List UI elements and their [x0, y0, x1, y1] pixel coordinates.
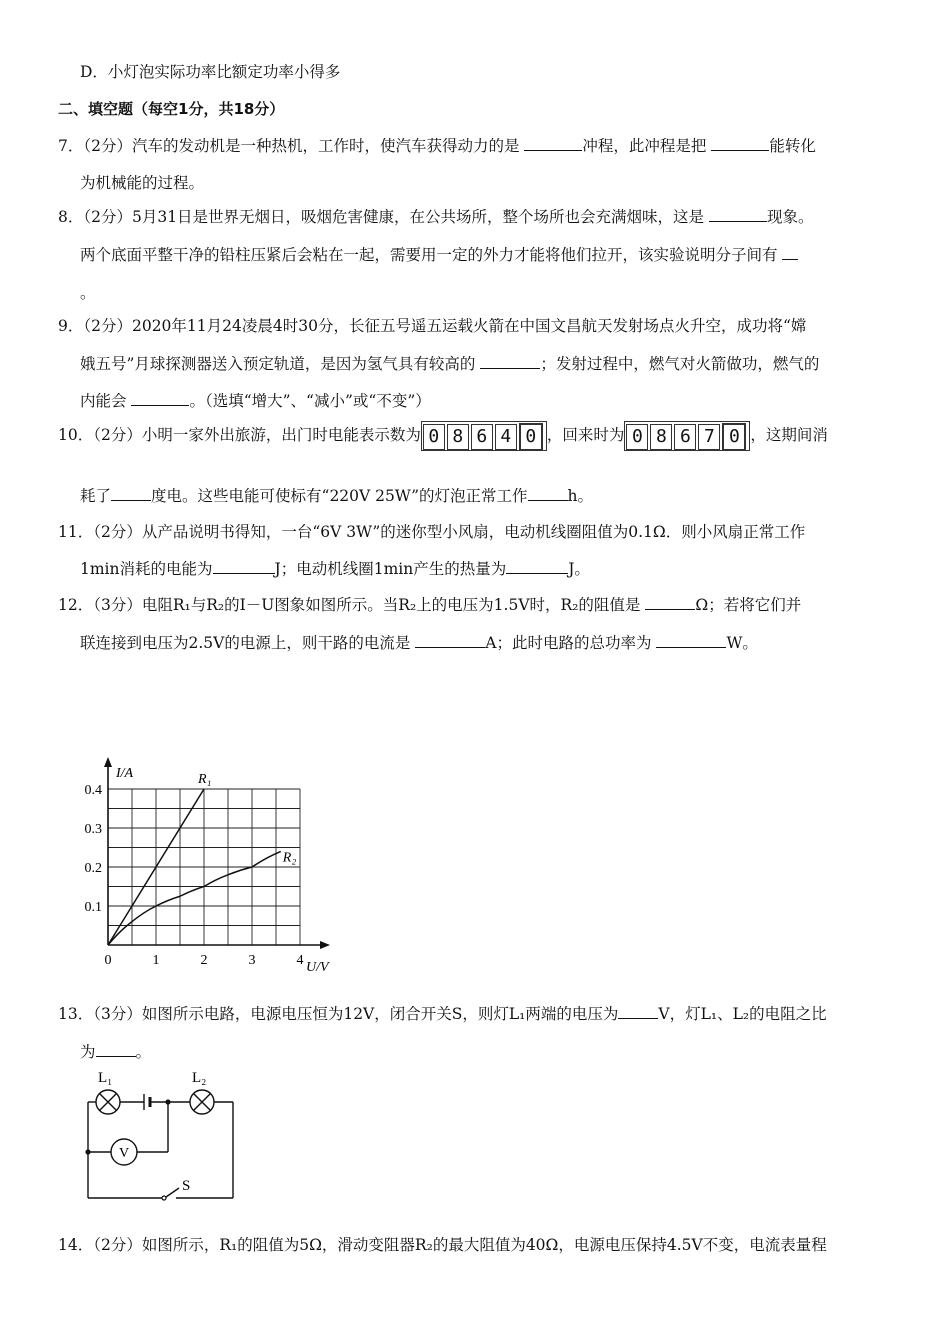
q7-line2: 为机械能的过程。: [80, 174, 205, 192]
voltmeter-label: V: [118, 1146, 130, 1161]
y-axis-label: I/A: [116, 766, 134, 781]
lamp-l1-icon: [96, 1090, 120, 1114]
label-s: S: [182, 1178, 191, 1194]
q9-line2: [80, 352, 819, 374]
meter-before-digit: 0: [423, 424, 445, 450]
meter-after-digit: 0: [722, 423, 746, 451]
q12-text-c: 联连接到电压为2.5V的电源上，则干路的电流是: [80, 634, 411, 652]
q13-blank-1[interactable]: [618, 1004, 658, 1019]
meter-after-digit: 8: [650, 424, 672, 450]
q11-blank-1[interactable]: [213, 559, 275, 574]
q11-text-b: 1min消耗的电能为: [80, 560, 213, 578]
q11-line1: 11．（2分）从产品说明书得知，一台“6V 3W”的迷你型小风扇，电动机线圈阻值为0.1Ω．则小风扇正常工作: [58, 523, 806, 541]
q12-line2: [80, 631, 758, 653]
x-tick-label: 0: [104, 953, 112, 968]
q12-text-b: Ω；若将它们并: [695, 596, 802, 614]
label-l2: L₂: [192, 1070, 207, 1086]
q11-line2: [80, 557, 590, 579]
q10-line2: [80, 484, 593, 506]
q12-text-a: 12．（3分）电阻R₁与R₂的I－U图象如图所示。当R₂上的电压为1.5V时，R₂的阻值是: [58, 596, 641, 614]
junction-dot: [85, 1149, 90, 1154]
q12-line1: [58, 593, 801, 615]
circuit-diagram: [78, 1066, 248, 1206]
x-tick-label: 3: [248, 953, 256, 968]
q11-text-c: J；电动机线圈1min产生的热量为: [274, 560, 507, 578]
q10-text-b: ，回来时为: [546, 426, 625, 444]
q7-text-c: 能转化: [769, 137, 816, 155]
q12-blank-3[interactable]: [656, 633, 726, 648]
q7-line1: [58, 134, 816, 156]
q9-line1: 9．（2分）2020年11月24凌晨4时30分，长征五号遥五运载火箭在中国文昌航天发射场点火升空，成功将“嫦: [58, 317, 807, 335]
x-tick-label: 1: [152, 953, 160, 968]
q12-blank-2[interactable]: [415, 633, 485, 648]
q13-text-c: 为: [80, 1043, 96, 1061]
q10-blank-1[interactable]: [111, 486, 151, 501]
q9-blank-2[interactable]: [131, 391, 189, 406]
meter-before-digit: 0: [519, 423, 543, 451]
q12-text-e: W。: [726, 634, 758, 652]
meter-after-digit: 6: [674, 424, 696, 450]
meter-before-digit: 4: [495, 424, 517, 450]
q13-text-a: 13．（3分）如图所示电路，电源电压恒为12V，闭合开关S，则灯L₁两端的电压为: [58, 1005, 619, 1023]
meter-after-digit: 7: [698, 424, 720, 450]
y-tick-label: 0.3: [84, 822, 102, 837]
q8-text-c: 两个底面平整干净的铅柱压紧后会粘在一起，需要用一定的外力才能将他们拉开，该实验说明分子间有: [80, 246, 778, 264]
q7-text-a: 7．（2分）汽车的发动机是一种热机，工作时，使汽车获得动力的是: [58, 137, 520, 155]
q10-text-d: 耗了: [80, 487, 112, 505]
q8-blank-1[interactable]: [709, 207, 767, 222]
q14-line1: 14．（2分）如图所示，R₁的阻值为5Ω，滑动变阻器R₂的最大阻值为40Ω，电源电压保持4.5V不变，电流表量程: [58, 1236, 827, 1254]
q13-text-b: V，灯L₁、L₂的电阻之比: [658, 1005, 827, 1023]
y-tick-label: 0.4: [84, 783, 102, 798]
q13-line1: [58, 1002, 827, 1024]
q13-text-d: 。: [135, 1043, 152, 1061]
option-d: D．小灯泡实际功率比额定功率小得多: [80, 63, 341, 81]
y-tick-label: 0.1: [84, 900, 102, 915]
q13-blank-2[interactable]: [96, 1042, 136, 1057]
y-tick-label: 0.2: [84, 861, 102, 876]
q9-text-d: 内能会: [80, 392, 127, 410]
q8-text-a: 8．（2分）5月31日是世界无烟日，吸烟危害健康，在公共场所，整个场所也会充满烟味，这是: [58, 208, 705, 226]
q10-text-e: 度电。这些电能可使标有“220V 25W”的灯泡正常工作: [151, 487, 528, 505]
x-axis-arrow-icon: [320, 941, 330, 949]
meter-after: [624, 421, 750, 451]
junction-dot: [165, 1099, 170, 1104]
chart-grid: [108, 789, 300, 945]
q10-text-f: h。: [567, 487, 593, 505]
series-line-2: [108, 851, 281, 945]
iu-chart: [70, 755, 329, 975]
meter-after-digit: 0: [626, 424, 648, 450]
q9-blank-1[interactable]: [480, 354, 540, 369]
q9-line3: [80, 389, 431, 411]
q10-text-c: ，这期间消: [750, 426, 828, 444]
label-l1: L₁: [98, 1070, 113, 1086]
q8-line2: [80, 243, 798, 265]
lamp-l2-icon: [190, 1090, 214, 1114]
x-axis-label: U/V: [306, 960, 329, 975]
q8-line3: 。: [80, 284, 96, 302]
q9-text-e: 。（选填“增大”、“减小”或“不变”）: [189, 392, 431, 410]
q7-text-b: 冲程，此冲程是把: [582, 137, 707, 155]
q13-line2: [80, 1040, 151, 1062]
q11-text-d: J。: [568, 560, 590, 578]
meter-before-digit: 6: [471, 424, 493, 450]
y-axis-arrow-icon: [104, 757, 112, 767]
q12-text-d: A；此时电路的总功率为: [485, 634, 652, 652]
meter-before: [421, 421, 547, 451]
meter-before-digit: 8: [447, 424, 469, 450]
q8-text-b: 现象。: [767, 208, 814, 226]
q11-blank-2[interactable]: [506, 559, 568, 574]
q8-line1: [58, 205, 814, 227]
q10-blank-2[interactable]: [528, 486, 568, 501]
q10-text-a: 10．（2分）小明一家外出旅游，出门时电能表示数为: [58, 426, 421, 444]
q10-line1: [58, 421, 828, 451]
q8-blank-2[interactable]: [782, 245, 798, 260]
q12-blank-1[interactable]: [645, 595, 695, 610]
q7-blank-2[interactable]: [711, 136, 769, 151]
series-label: R₁: [198, 772, 212, 787]
series-label: R₂: [282, 850, 297, 866]
q9-text-b: 娥五号”月球探测器送入预定轨道，是因为氢气具有较高的: [80, 355, 476, 373]
q9-text-c: ；发射过程中，燃气对火箭做功，燃气的: [540, 355, 820, 373]
x-tick-label: 4: [296, 953, 304, 968]
chart-labels: [85, 766, 331, 975]
x-tick-label: 2: [200, 953, 208, 968]
q7-blank-1[interactable]: [524, 136, 582, 151]
section-heading: 二、填空题（每空1分，共18分）: [58, 100, 285, 118]
